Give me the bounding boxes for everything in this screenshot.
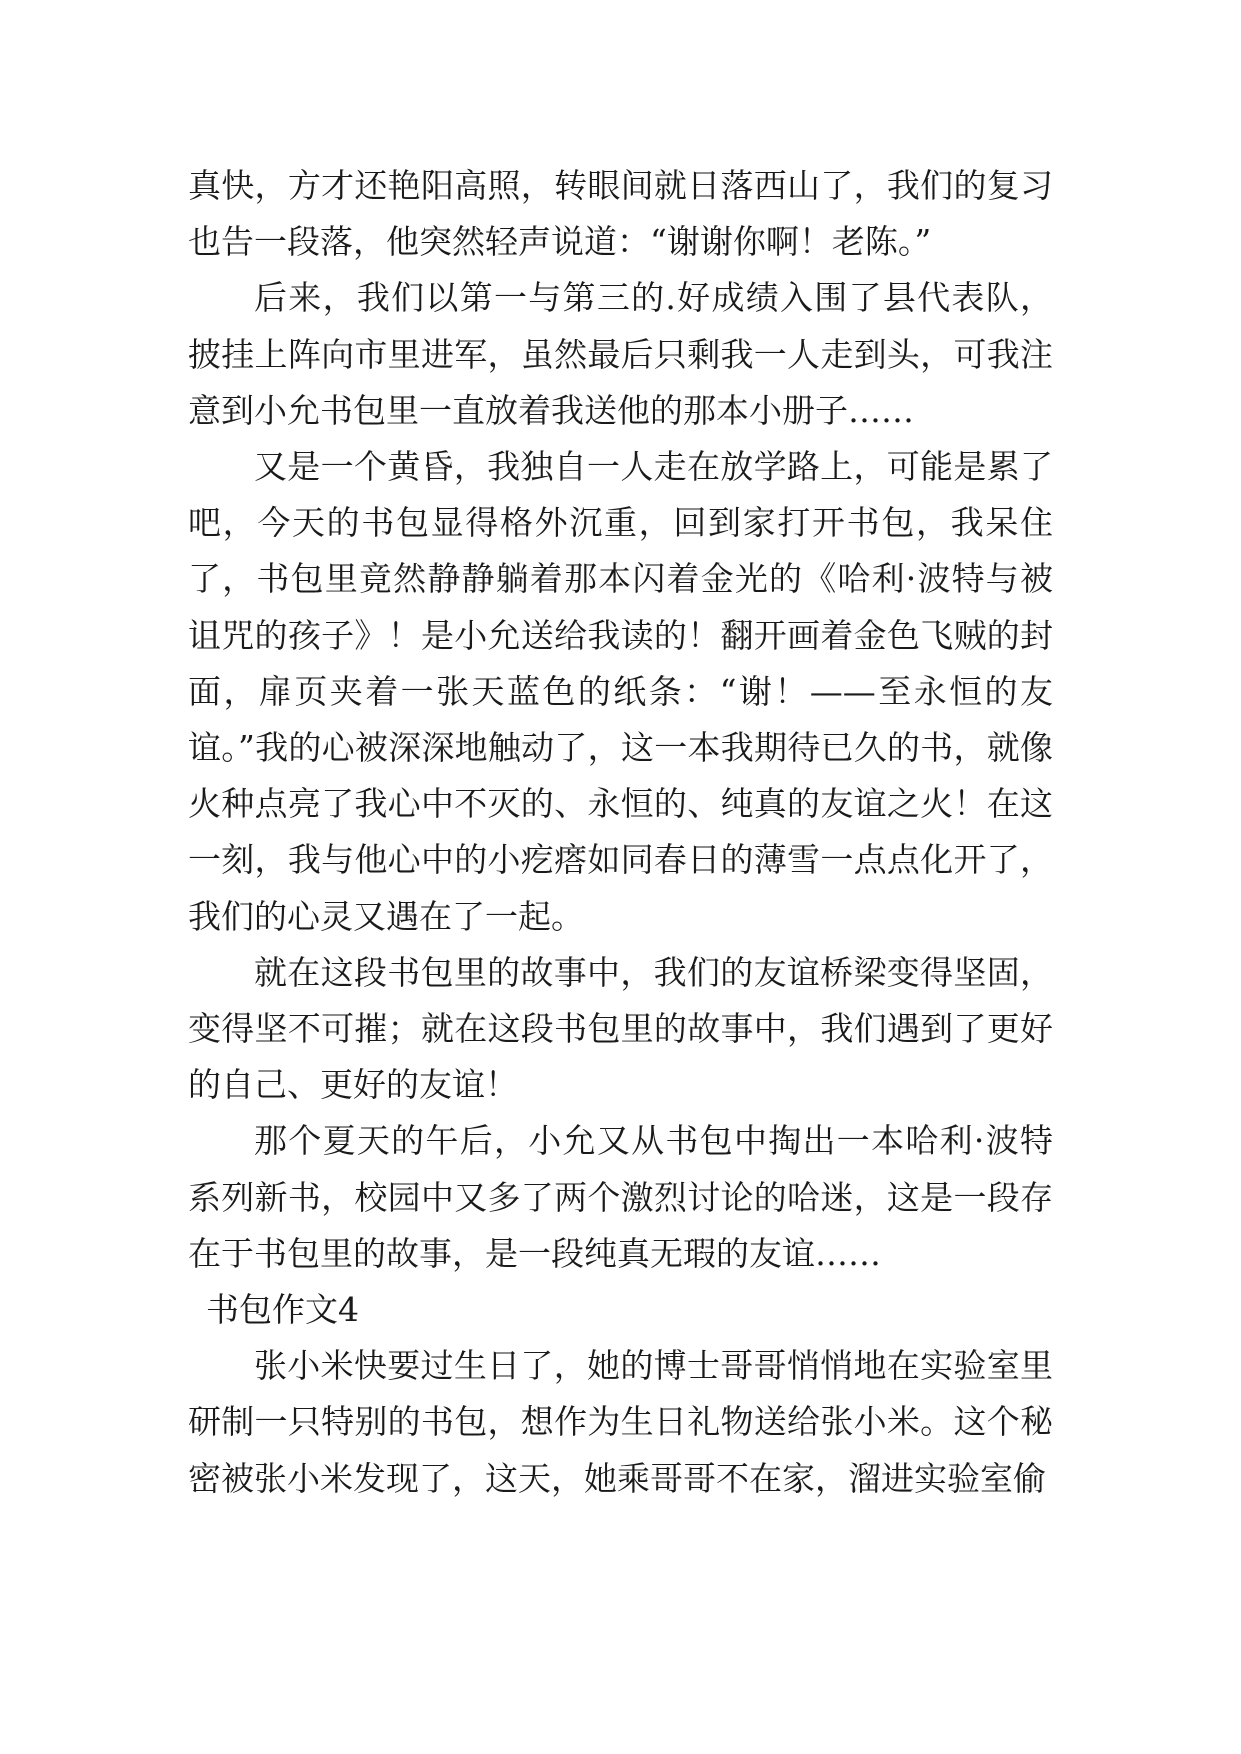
paragraph: 后来，我们以第一与第三的.好成绩入围了县代表队，披挂上阵向市里进军，虽然最后只剩我一人走到头，可我注意到小允书包里一直放着我送他的那本小册子…… xyxy=(188,278,1053,430)
paragraph: 真快，方才还艳阳高照，转眼间就日落西山了，我们的复习也告一段落，他突然轻声说道：“谢谢你啊！老陈。” xyxy=(188,166,1053,262)
paragraph: 就在这段书包里的故事中，我们的友谊桥梁变得坚固，变得坚不可摧；就在这段书包里的故事中，我们遇到了更好的自己、更好的友谊！ xyxy=(188,952,1053,1105)
document-body xyxy=(188,158,1053,1507)
paragraph: 又是一个黄昏，我独自一人走在放学路上，可能是累了吧，今天的书包显得格外沉重，回到家打开书包，我呆住了，书包里竟然静静躺着那本闪着金光的《哈利·波特与被诅咒的孩子》！是小允送给我读的！翻开画着金色飞贼的封面，扉页夹着一张天蓝色的纸条：“谢！——至永恒的友谊。”我的心被深深地触动了，这一本我期待已久的书，就像火种点亮了我心中不灭的、永恒的、纯真的友谊之火！在这一刻，我与他心中的小疙瘩如同春日的薄雪一点点化开了，我们的心灵又遇在了一起。 xyxy=(188,447,1053,936)
section-heading: 书包作文4 xyxy=(206,1290,359,1330)
paragraph: 那个夏天的午后，小允又从书包中掏出一本哈利·波特系列新书，校园中又多了两个激烈讨论的哈迷，这是一段存在于书包里的故事，是一段纯真无瑕的友谊…… xyxy=(188,1121,1053,1273)
paragraph: 张小米快要过生日了，她的博士哥哥悄悄地在实验室里研制一只特别的书包，想作为生日礼物送给张小米。这个秘密被张小米发现了，这天，她乘哥哥不在家，溜进实验室偷 xyxy=(188,1346,1053,1498)
